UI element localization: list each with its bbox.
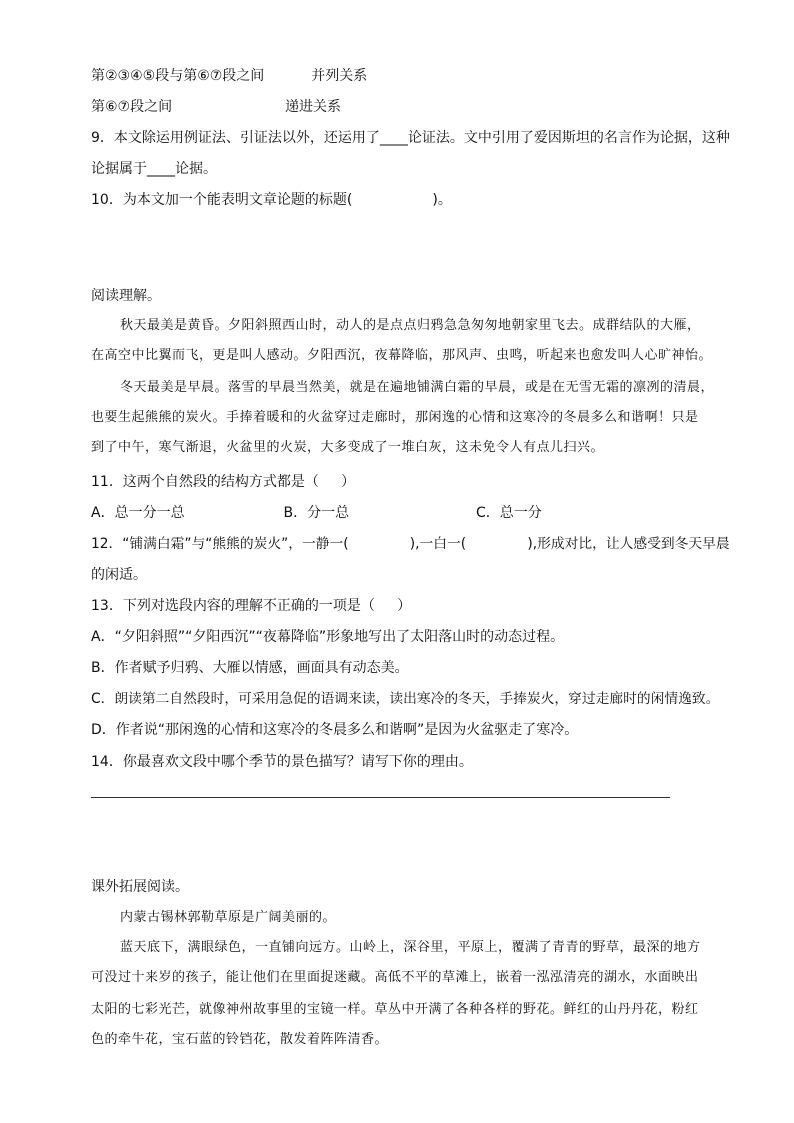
question-13-option-b: B．作者赋予归鸦、大雁以情感，画面具有动态美。: [91, 660, 409, 676]
question-11-option-c: C．总一分: [476, 505, 542, 521]
question-13-stem: 13．下列对选段内容的理解不正确的一项是（ ）: [91, 598, 412, 614]
question-13-option-d: D．作者说“那闲逸的心情和这寒冷的冬晨多么和谐啊”是因为火盆驱走了寒冷。: [91, 722, 579, 738]
question-11-options: [91, 503, 542, 523]
question-9-line-1: 9．本文除运用例证法、引证法以外，还运用了____论证法。文中引用了爱因斯坦的名言作为论据，这种: [91, 130, 730, 146]
extended-passage-line-1: 蓝天底下，满眼绿色，一直铺向远方。山岭上，深谷里，平原上，覆满了青青的野草，最深的地方: [120, 940, 701, 955]
passage-autumn-line-1: 秋天最美是黄昏。夕阳斜照西山时，动人的是点点归鸦急急匆匆地朝家里飞去。成群结队的大雁，: [120, 318, 701, 333]
question-13-option-c: C．朗读第二自然段时，可采用急促的语调来读，读出寒冷的冬天，手捧炭火，穿过走廊时的闲情逸致。: [91, 691, 720, 707]
extended-passage-line-3: 太阳的七彩光芒，就像神州故事里的宝镜一样。草丛中开满了各种各样的野花。鲜红的山丹丹花，粉红: [91, 1002, 699, 1017]
question-12-line-1: 12．“铺满白霜”与“熊熊的炭火”，一静一( ),一白一( ),形成对比，让人感受到冬天早晨: [91, 536, 730, 552]
question-14: 14．你最喜欢文段中哪个季节的景色描写？请写下你的理由。: [91, 754, 473, 770]
relation-row-2-paragraphs: 第⑥⑦段之间: [91, 99, 173, 115]
relation-row-2-type: 递进关系: [285, 99, 342, 115]
section-extended-reading-heading: 课外拓展阅读。: [91, 879, 189, 895]
question-13-option-a: A．“夕阳斜照”“夕阳西沉”“夜幕降临”形象地写出了太阳落山时的动态过程。: [91, 629, 565, 645]
question-11-option-b: B．分一总: [283, 505, 350, 521]
question-11-stem: 11．这两个自然段的结构方式都是（ ）: [91, 474, 356, 490]
question-11-option-a: A．总一分一总: [91, 505, 185, 521]
passage-winter-line-3: 到了中午，寒气渐退，火盆里的火炭，大多变成了一堆白灰，这未免令人有点儿扫兴。: [91, 440, 605, 455]
extended-passage-title: 内蒙古锡林郭勒草原是广阔美丽的。: [120, 910, 337, 925]
relation-row-2: [91, 97, 341, 117]
answer-line[interactable]: [91, 797, 670, 798]
extended-passage-line-4: 色的牵牛花，宝石蓝的铃铛花，散发着阵阵清香。: [91, 1032, 389, 1047]
question-10: 10．为本文加一个能表明文章论题的标题( )。: [91, 192, 452, 208]
passage-winter-line-2: 也要生起熊熊的炭火。手捧着暖和的火盆穿过走廊时，那闲逸的心情和这寒冷的冬晨多么和谐啊！只是: [91, 410, 699, 425]
extended-passage-line-2: 可没过十来岁的孩子，能让他们在里面捉迷藏。高低不平的草滩上，嵌着一泓泓清亮的湖水，水面映出: [91, 970, 699, 985]
question-12-line-2: 的闲适。: [91, 567, 147, 583]
section-reading-heading: 阅读理解。: [91, 288, 161, 304]
question-9-line-2: 论据属于____论据。: [91, 161, 217, 177]
passage-autumn-line-2: 在高空中比翼而飞，更是叫人感动。夕阳西沉，夜幕降临，那风声、虫鸣，听起来也愈发叫人心旷神怡。: [91, 348, 713, 363]
passage-winter-line-1: 冬天最美是早晨。落雪的早晨当然美，就是在遍地铺满白霜的早晨，或是在无雪无霜的凛冽的清晨，: [120, 380, 715, 395]
relation-row-1-paragraphs: 第②③④⑤段与第⑥⑦段之间: [91, 68, 265, 84]
relation-row-1-type: 并列关系: [311, 68, 368, 84]
relation-row-1: [91, 66, 367, 86]
